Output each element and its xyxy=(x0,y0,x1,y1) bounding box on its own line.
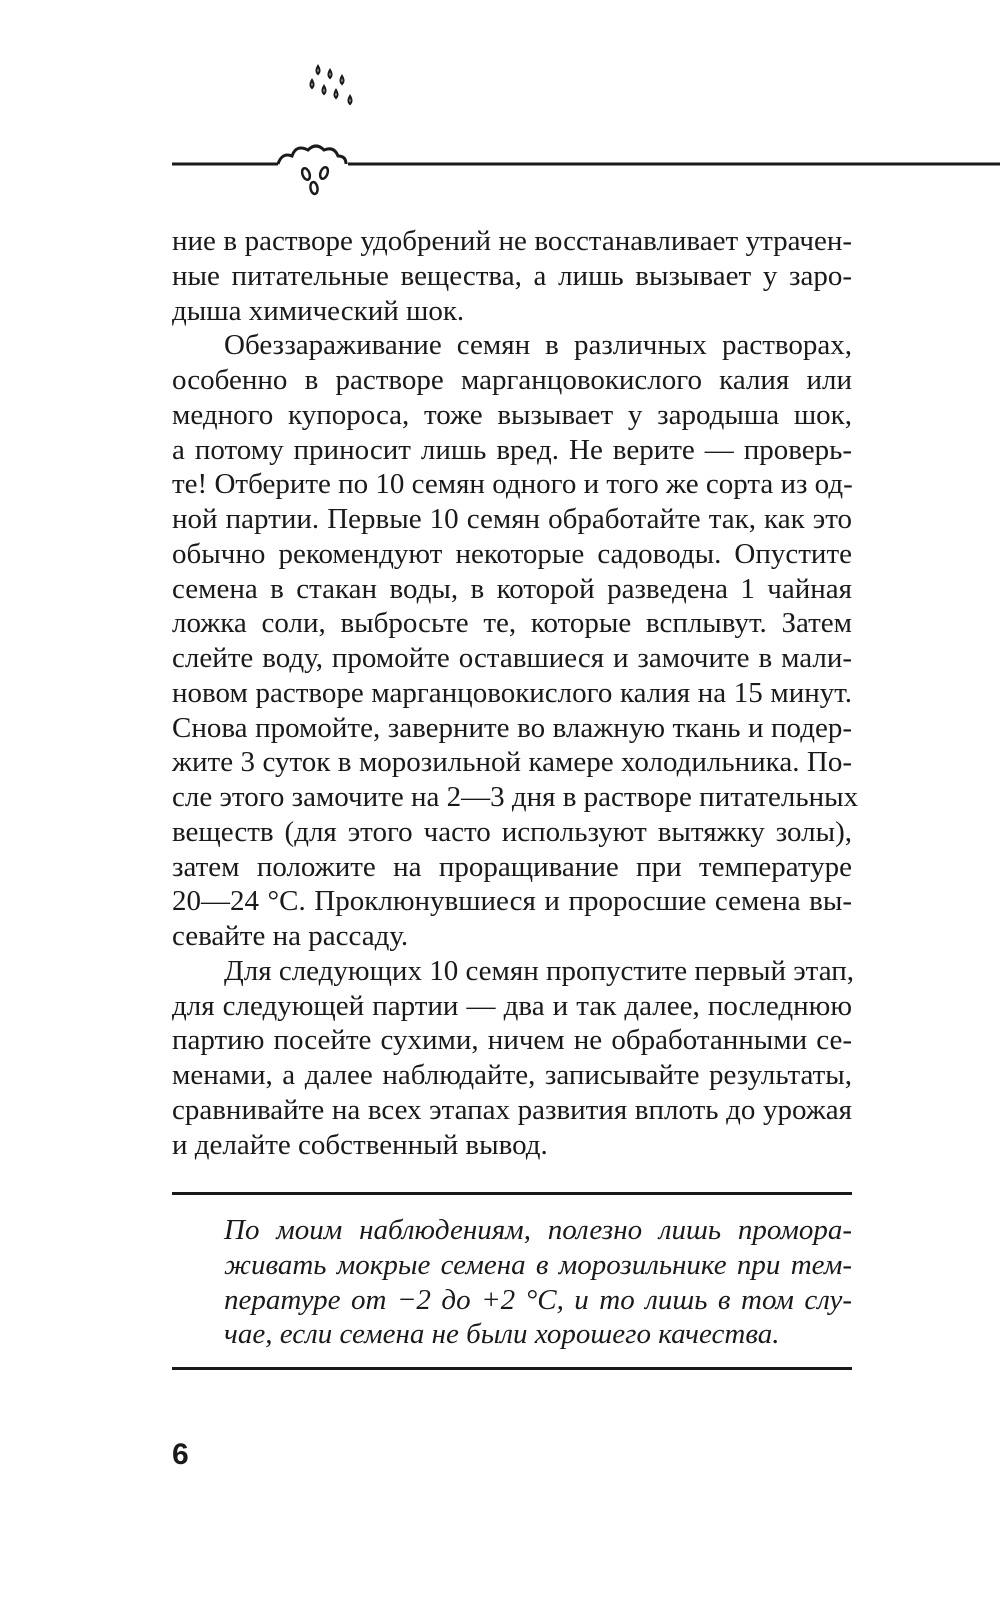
note-line: живать мокрые семена в морозильнике при тем- xyxy=(224,1248,852,1281)
text-line: севайте на рассаду. xyxy=(172,920,409,952)
paragraph-continued xyxy=(172,224,852,328)
paragraph-disinfection xyxy=(172,328,859,954)
header-ornament xyxy=(0,0,1000,220)
text-line: особенно в растворе марганцовокислого калия или xyxy=(172,364,852,396)
seeds-icon xyxy=(301,166,330,194)
text-line: жите 3 суток в морозильной камере холодильника. По- xyxy=(172,746,852,779)
page-number: 6 xyxy=(172,1438,189,1471)
note-line: чае, если семена не были хорошего качества. xyxy=(224,1318,780,1351)
text-line: семена в стакан воды, в которой разведена 1 чайная xyxy=(172,572,852,605)
author-note xyxy=(172,1192,852,1370)
text-line: те! Отберите по 10 семян одного и того же сорта из од- xyxy=(172,468,853,501)
text-line: ложка соли, выбросьте те, которые всплывут. Затем xyxy=(172,607,852,640)
text-line: медного купороса, тоже вызывает у зародыша шок, xyxy=(172,398,852,431)
text-line: сравнивайте на всех этапах развития вплоть до урожая xyxy=(172,1093,852,1126)
text-line: новом растворе марганцовокислого калия на 15 минут. xyxy=(172,676,852,709)
text-line: менами, а далее наблюдайте, записывайте результаты, xyxy=(172,1059,852,1091)
text-line: ной партии. Первые 10 семян обработайте так, как это xyxy=(172,503,852,535)
body-text xyxy=(172,224,859,1162)
seed-drops-icon xyxy=(311,66,352,104)
text-line: сле этого замочите на 2—3 дня в растворе питательных xyxy=(172,781,859,813)
text-line: затем положите на проращивание при температуре xyxy=(172,850,852,883)
text-line: партию посейте сухими, ничем не обработанными се- xyxy=(172,1024,852,1057)
cloud-icon xyxy=(278,146,346,164)
note-line: пературе от −2 до +2 °С, и то лишь в том слу- xyxy=(224,1283,852,1316)
text-line: ние в растворе удобрений не восстанавливает утрачен- xyxy=(172,225,852,257)
text-line: слейте воду, промойте оставшиеся и замочите в мали- xyxy=(172,642,852,674)
note-line: По моим наблюдениям, полезно лишь промора- xyxy=(224,1214,852,1246)
text-line: веществ (для этого часто используют вытяжку золы), xyxy=(172,815,852,848)
text-line: Обеззараживание семян в различных растворах, xyxy=(224,329,852,362)
text-line: Для следующих 10 семян пропустите первый этап, xyxy=(224,954,854,987)
paragraph-experiment xyxy=(172,954,852,1163)
text-line: и делайте собственный вывод. xyxy=(172,1128,548,1161)
text-line: для следующей партии — два и так далее, последнюю xyxy=(172,989,852,1022)
text-line: 20—24 °С. Проклюнувшиеся и проросшие семена вы- xyxy=(172,885,852,918)
text-line: дыша химический шок. xyxy=(172,294,465,327)
text-line: ные питательные вещества, а лишь вызывает у заро- xyxy=(172,259,852,292)
text-line: а потому приносит лишь вред. Не верите — проверь- xyxy=(172,433,852,466)
text-line: обычно рекомендуют некоторые садоводы. Опустите xyxy=(172,537,852,570)
text-line: Снова промойте, заверните во влажную ткань и подер- xyxy=(172,711,852,744)
